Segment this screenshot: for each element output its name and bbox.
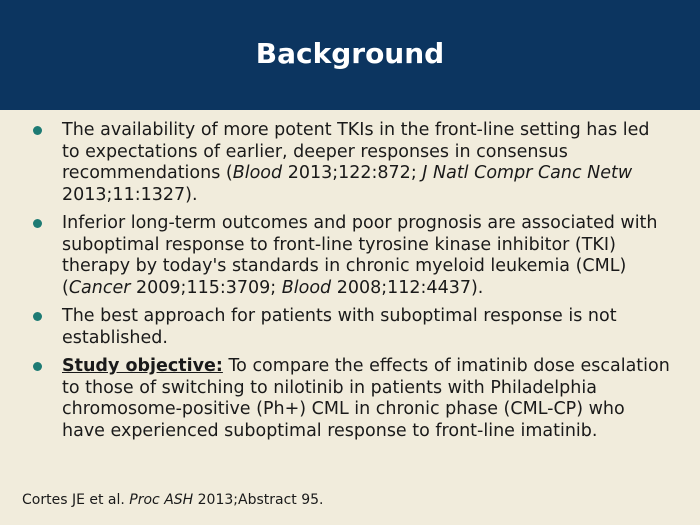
bullet-text: The best approach for patients with suboptimal response is not established. (62, 306, 617, 348)
bullet-dot-icon (33, 362, 42, 371)
bullet-text: Inferior long-term outcomes and poor prognosis are associated with suboptimal response to front-line tyrosine kinase inhibitor (TKI) therapy by today's standards in chronic myeloid leukemia (CML) (Cancer 2009;115:3709; Blood 2008;112:4437). (62, 213, 658, 298)
bullet-list (30, 120, 670, 449)
study-objective-label: Study objective: (62, 356, 223, 376)
bullet-item (30, 356, 670, 442)
bullet-text: The availability of more potent TKIs in the front-line setting has led to expectations of earlier, deeper responses in consensus recommendations (Blood 2013;122:872; J Natl Compr Canc Netw 2013;11:1327). (62, 120, 650, 205)
citation: Cortes JE et al. Proc ASH 2013;Abstract 95. (22, 492, 324, 508)
bullet-item (30, 306, 670, 349)
bullet-dot-icon (33, 219, 42, 228)
bullet-item (30, 120, 670, 206)
bullet-dot-icon (33, 126, 42, 135)
bullet-item (30, 213, 670, 299)
title-bar (0, 0, 700, 110)
bullet-text: Study objective: To compare the effects of imatinib dose escalation to those of switching to nilotinib in patients with Philadelphia chromosome-positive (Ph+) CML in chronic phase (CML-CP) who have experienced suboptimal response to front-line imatinib. (62, 356, 670, 441)
slide-title: Background (255, 36, 445, 70)
bullet-dot-icon (33, 312, 42, 321)
